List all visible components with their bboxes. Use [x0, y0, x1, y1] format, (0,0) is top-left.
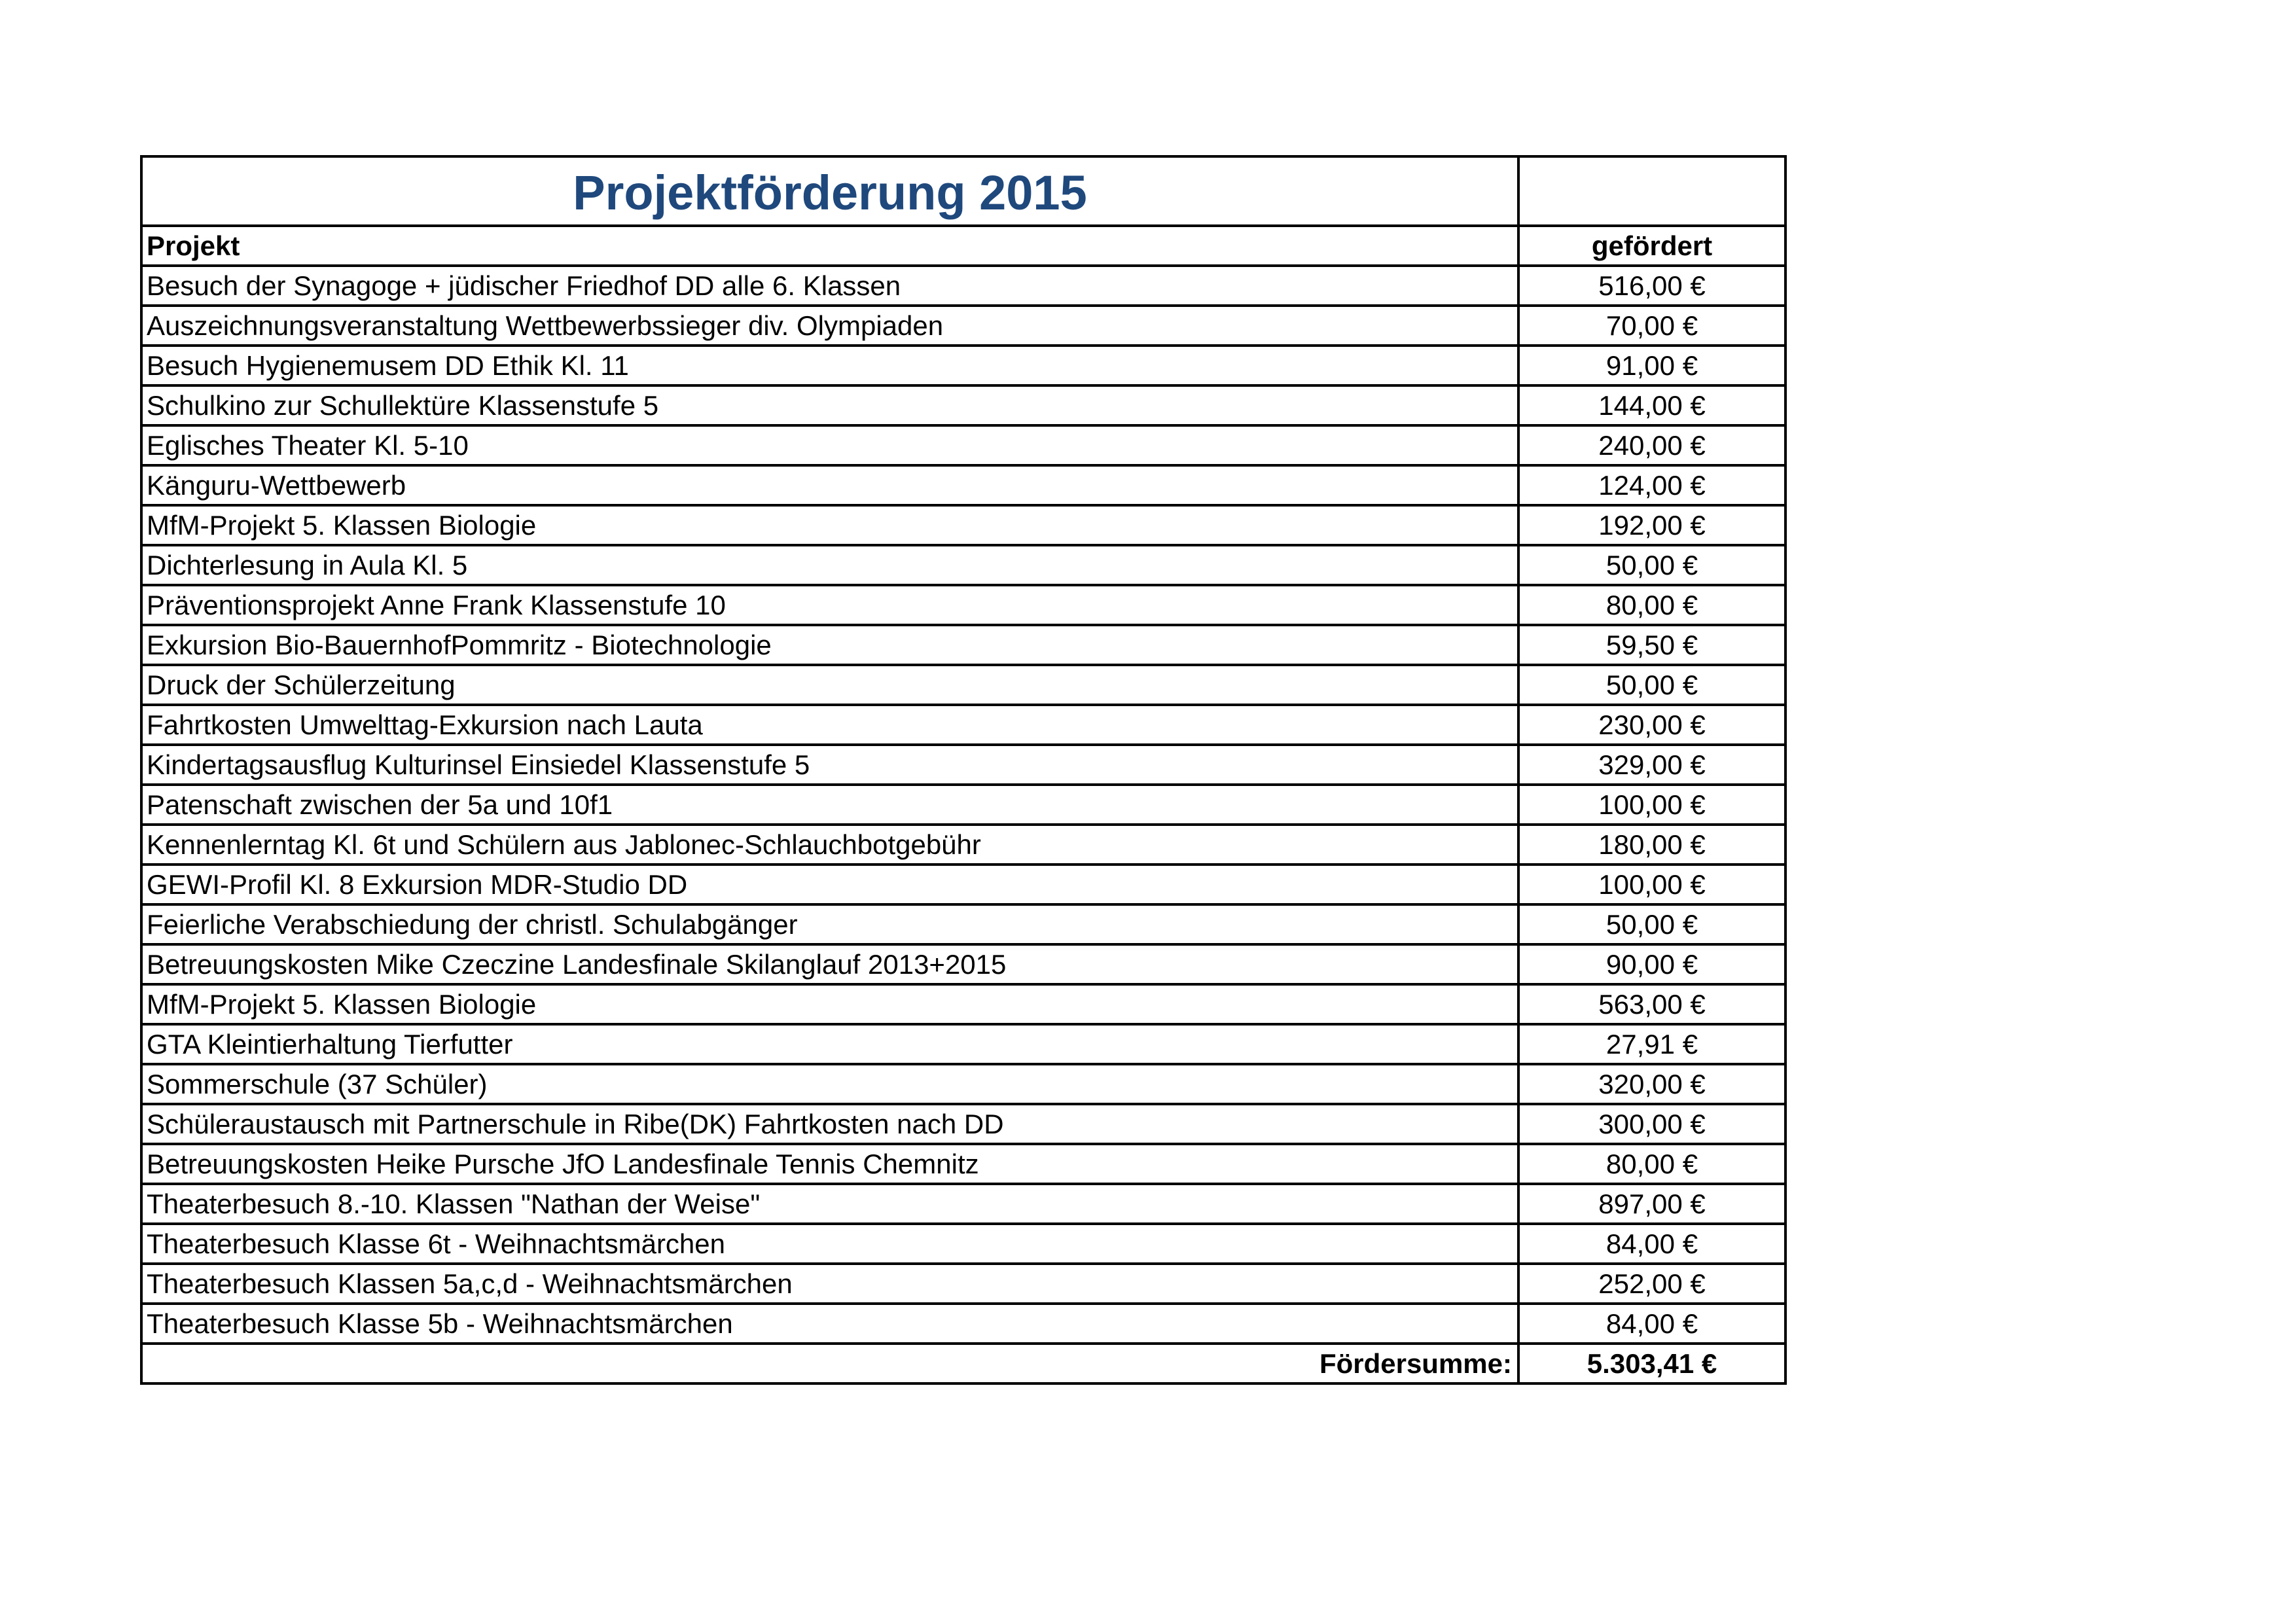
table-row [141, 745, 1785, 785]
title-cell [141, 156, 1518, 226]
table-row [141, 904, 1785, 944]
project-cell: Eglisches Theater Kl. 5-10 [141, 425, 1518, 465]
project-cell: Besuch der Synagoge + jüdischer Friedhof DD alle 6. Klassen [141, 266, 1518, 306]
total-row [141, 1344, 1785, 1383]
page-title: Projektförderung 2015 [573, 166, 1087, 220]
amount-cell: 180,00 € [1518, 825, 1785, 865]
amount-cell: 240,00 € [1518, 425, 1785, 465]
amount-cell: 124,00 € [1518, 465, 1785, 505]
project-cell: Betreuungskosten Heike Pursche JfO Landesfinale Tennis Chemnitz [141, 1144, 1518, 1184]
table-row [141, 1024, 1785, 1064]
project-cell: Kennenlerntag Kl. 6t und Schülern aus Jablonec-Schlauchbotgebühr [141, 825, 1518, 865]
amount-cell: 80,00 € [1518, 585, 1785, 625]
project-cell: GEWI-Profil Kl. 8 Exkursion MDR-Studio DD [141, 865, 1518, 904]
table-row [141, 425, 1785, 465]
table-row [141, 1224, 1785, 1264]
project-cell: Theaterbesuch Klasse 5b - Weihnachtsmärchen [141, 1304, 1518, 1344]
project-cell: Sommerschule (37 Schüler) [141, 1064, 1518, 1104]
amount-cell: 144,00 € [1518, 385, 1785, 425]
funding-table [140, 155, 1787, 1385]
amount-cell: 563,00 € [1518, 984, 1785, 1024]
amount-cell: 27,91 € [1518, 1024, 1785, 1064]
table-row [141, 865, 1785, 904]
table-row [141, 545, 1785, 585]
project-cell: Theaterbesuch Klasse 6t - Weihnachtsmärchen [141, 1224, 1518, 1264]
amount-cell: 300,00 € [1518, 1104, 1785, 1144]
table-row [141, 785, 1785, 825]
project-cell: Fahrtkosten Umwelttag-Exkursion nach Lauta [141, 705, 1518, 745]
funding-table-body [141, 156, 1785, 1383]
header-row [141, 226, 1785, 266]
project-cell: Betreuungskosten Mike Czeczine Landesfinale Skilanglauf 2013+2015 [141, 944, 1518, 984]
table-row [141, 266, 1785, 306]
amount-cell: 70,00 € [1518, 306, 1785, 346]
amount-cell: 320,00 € [1518, 1064, 1785, 1104]
amount-cell: 50,00 € [1518, 545, 1785, 585]
table-row [141, 1144, 1785, 1184]
header-amount: gefördert [1518, 226, 1785, 266]
amount-cell: 50,00 € [1518, 904, 1785, 944]
project-cell: Theaterbesuch 8.-10. Klassen "Nathan der Weise" [141, 1184, 1518, 1224]
project-cell: Auszeichnungsveranstaltung Wettbewerbssieger div. Olympiaden [141, 306, 1518, 346]
project-cell: Kindertagsausflug Kulturinsel Einsiedel Klassenstufe 5 [141, 745, 1518, 785]
amount-cell: 84,00 € [1518, 1304, 1785, 1344]
project-cell: Druck der Schülerzeitung [141, 665, 1518, 705]
amount-cell: 84,00 € [1518, 1224, 1785, 1264]
table-row [141, 1304, 1785, 1344]
project-cell: Schüleraustausch mit Partnerschule in Ribe(DK) Fahrtkosten nach DD [141, 1104, 1518, 1144]
table-row [141, 505, 1785, 545]
amount-cell: 192,00 € [1518, 505, 1785, 545]
amount-cell: 516,00 € [1518, 266, 1785, 306]
amount-cell: 252,00 € [1518, 1264, 1785, 1304]
amount-cell: 897,00 € [1518, 1184, 1785, 1224]
title-row [141, 156, 1785, 226]
title-empty-cell [1518, 156, 1785, 226]
header-project: Projekt [141, 226, 1518, 266]
project-cell: MfM-Projekt 5. Klassen Biologie [141, 984, 1518, 1024]
table-row [141, 625, 1785, 665]
table-row [141, 1184, 1785, 1224]
table-row [141, 705, 1785, 745]
project-cell: Dichterlesung in Aula Kl. 5 [141, 545, 1518, 585]
amount-cell: 80,00 € [1518, 1144, 1785, 1184]
project-cell: MfM-Projekt 5. Klassen Biologie [141, 505, 1518, 545]
table-row [141, 984, 1785, 1024]
total-amount: 5.303,41 € [1518, 1344, 1785, 1383]
table-row [141, 1264, 1785, 1304]
table-row [141, 1104, 1785, 1144]
table-row [141, 346, 1785, 385]
amount-cell: 90,00 € [1518, 944, 1785, 984]
project-cell: GTA Kleintierhaltung Tierfutter [141, 1024, 1518, 1064]
amount-cell: 100,00 € [1518, 785, 1785, 825]
project-cell: Besuch Hygienemusem DD Ethik Kl. 11 [141, 346, 1518, 385]
table-row [141, 944, 1785, 984]
project-cell: Theaterbesuch Klassen 5a,c,d - Weihnachtsmärchen [141, 1264, 1518, 1304]
amount-cell: 329,00 € [1518, 745, 1785, 785]
table-row [141, 665, 1785, 705]
amount-cell: 91,00 € [1518, 346, 1785, 385]
amount-cell: 230,00 € [1518, 705, 1785, 745]
amount-cell: 59,50 € [1518, 625, 1785, 665]
table-row [141, 465, 1785, 505]
table-row [141, 585, 1785, 625]
table-row [141, 825, 1785, 865]
amount-cell: 100,00 € [1518, 865, 1785, 904]
table-row [141, 306, 1785, 346]
amount-cell: 50,00 € [1518, 665, 1785, 705]
project-cell: Exkursion Bio-BauernhofPommritz - Biotechnologie [141, 625, 1518, 665]
table-row [141, 385, 1785, 425]
project-cell: Feierliche Verabschiedung der christl. Schulabgänger [141, 904, 1518, 944]
project-cell: Känguru-Wettbewerb [141, 465, 1518, 505]
project-cell: Schulkino zur Schullektüre Klassenstufe 5 [141, 385, 1518, 425]
table-row [141, 1064, 1785, 1104]
project-cell: Patenschaft zwischen der 5a und 10f1 [141, 785, 1518, 825]
project-cell: Präventionsprojekt Anne Frank Klassenstufe 10 [141, 585, 1518, 625]
total-label: Fördersumme: [141, 1344, 1518, 1383]
